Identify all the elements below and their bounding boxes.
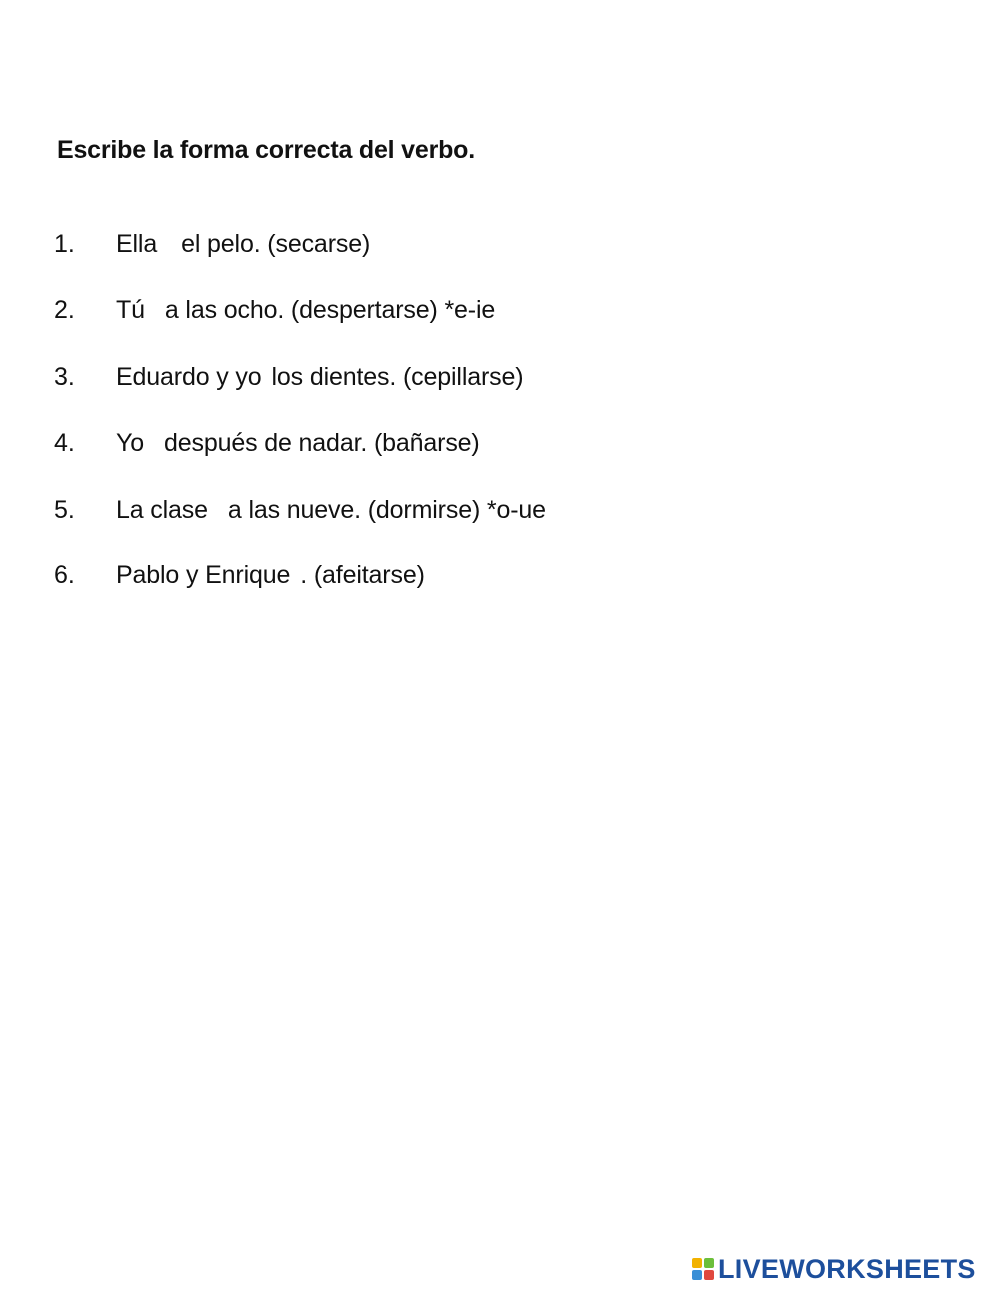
exercise-item-3 [0,363,1000,397]
item-rest: después de nadar. (bañarse) [163,429,480,457]
liveworksheets-logo-icon [692,1258,714,1280]
liveworksheets-logo-text: LIVEWORKSHEETS [718,1253,976,1284]
item-sentence [116,230,370,259]
exercise-item-6 [0,561,1000,595]
item-sentence [116,561,425,590]
item-rest: a las nueve. (dormirse) *o-ue [227,496,546,524]
item-number: 3. [54,363,75,391]
item-subject: Eduardo y yo [116,363,262,391]
item-rest: . (afeitarse) [300,561,425,589]
item-subject: Tú [116,296,145,324]
instructions-heading: Escribe la forma correcta del verbo. [57,136,475,164]
item-number: 5. [54,496,75,524]
exercise-item-4 [0,429,1000,463]
item-rest: el pelo. (secarse) [181,230,371,258]
item-rest: los dientes. (cepillarse) [271,363,524,391]
item-sentence [116,363,523,392]
exercise-item-2 [0,296,1000,330]
item-subject: La clase [116,496,208,524]
item-sentence [116,496,546,525]
item-sentence [116,296,495,325]
exercise-item-5 [0,496,1000,530]
item-subject: Ella [116,230,158,258]
item-number: 2. [54,296,75,324]
item-rest: a las ocho. (despertarse) *e-ie [164,296,496,324]
item-subject: Yo [116,429,144,457]
exercise-item-1 [0,230,1000,264]
item-number: 1. [54,230,75,258]
item-number: 6. [54,561,75,589]
item-number: 4. [54,429,75,457]
item-sentence [116,429,480,458]
liveworksheets-logo [692,1254,976,1284]
item-subject: Pablo y Enrique [116,561,291,589]
